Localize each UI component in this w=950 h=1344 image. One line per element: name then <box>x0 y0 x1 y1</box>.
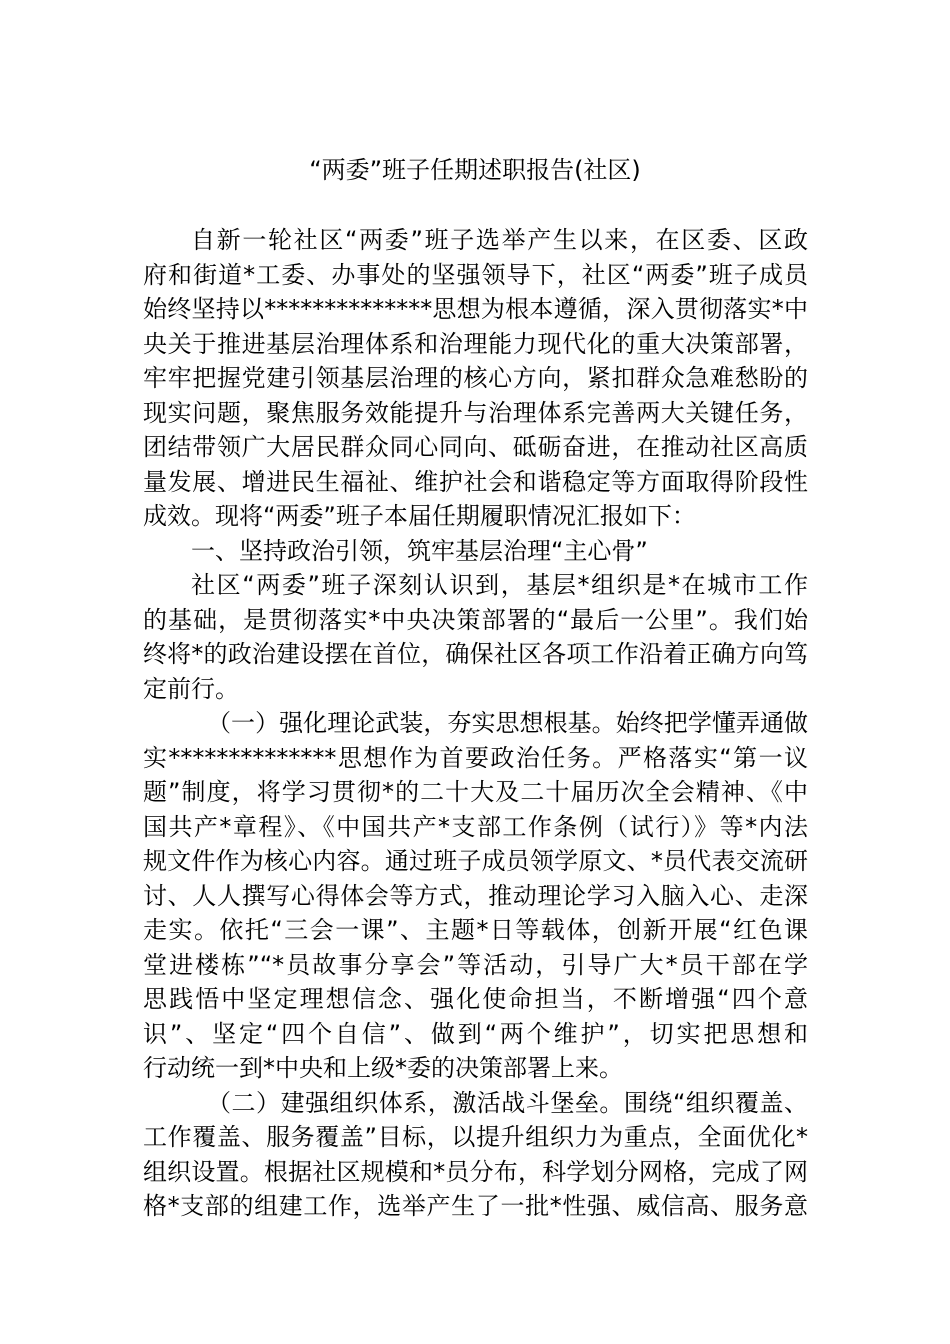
paragraph-line: 行动统一到*中央和上级*委的决策部署上来。 <box>143 1054 623 1082</box>
paragraph-line: 始终坚持以**************思想为根本遵循，深入贯彻落实*中 <box>143 295 808 323</box>
paragraph-line: 自新一轮社区“两委”班子选举产生以来，在区委、区政 <box>191 226 808 254</box>
section-heading: 一、坚持政治引领，筑牢基层治理“主心骨” <box>191 537 648 565</box>
paragraph-line: 成效。现将“两委”班子本届任期履职情况汇报如下： <box>143 502 696 530</box>
subsection-line: （二）建强组织体系，激活战斗堡垒。围绕“组织覆盖、 <box>207 1089 808 1117</box>
subsection-line: （一）强化理论武装，夯实思想根基。始终把学懂弄通做 <box>207 709 808 737</box>
paragraph-line: 团结带领广大居民群众同心同向、砥砺奋进，在推动社区高质 <box>143 433 808 461</box>
paragraph-line: 社区“两委”班子深刻认识到，基层*组织是*在城市工作 <box>191 571 808 599</box>
paragraph-line: 走实。依托“三会一课”、主题*日等载体，创新开展“红色课 <box>143 916 808 944</box>
paragraph-line: 量发展、增进民生福祉、维护社会和谐稳定等方面取得阶段性 <box>143 468 808 496</box>
paragraph-line: 府和街道*工委、办事处的坚强领导下，社区“两委”班子成员 <box>143 261 808 289</box>
paragraph-line: 题”制度，将学习贯彻*的二十大及二十届历次全会精神、《中 <box>143 778 808 806</box>
paragraph-line: 讨、人人撰写心得体会等方式，推动理论学习入脑入心、走深 <box>143 882 808 910</box>
paragraph-line: 的基础，是贯彻落实*中央决策部署的“最后一公里”。我们始 <box>143 606 808 634</box>
paragraph-line: 组织设置。根据社区规模和*员分布，科学划分网格，完成了网 <box>143 1158 808 1186</box>
paragraph-line: 终将*的政治建设摆在首位，确保社区各项工作沿着正确方向笃 <box>143 640 808 668</box>
paragraph-line: 堂进楼栋”“*员故事分享会”等活动，引导广大*员干部在学 <box>143 951 808 979</box>
paragraph-line: 思践悟中坚定理想信念、强化使命担当，不断增强“四个意 <box>143 985 808 1013</box>
paragraph-line: 定前行。 <box>143 675 239 703</box>
paragraph-line: 识”、坚定“四个自信”、做到“两个维护”，切实把思想和 <box>143 1020 808 1048</box>
paragraph-line: 规文件作为核心内容。通过班子成员领学原文、*员代表交流研 <box>143 847 808 875</box>
paragraph-line: 工作覆盖、服务覆盖”目标，以提升组织力为重点，全面优化* <box>143 1123 808 1151</box>
paragraph-line: 实**************思想作为首要政治任务。严格落实“第一议 <box>143 744 808 772</box>
paragraph-line: 现实问题，聚焦服务效能提升与治理体系完善两大关键任务， <box>143 399 808 427</box>
paragraph-line: 格*支部的组建工作，选举产生了一批*性强、威信高、服务意 <box>143 1192 808 1220</box>
paragraph-line: 央关于推进基层治理体系和治理能力现代化的重大决策部署， <box>143 330 808 358</box>
paragraph-line: 牢牢把握党建引领基层治理的核心方向，紧扣群众急难愁盼的 <box>143 364 808 392</box>
document-title: “两委”班子任期述职报告(社区) <box>309 156 641 184</box>
paragraph-line: 国共产*章程》、《中国共产*支部工作条例（试行）》等*内法 <box>143 813 808 841</box>
